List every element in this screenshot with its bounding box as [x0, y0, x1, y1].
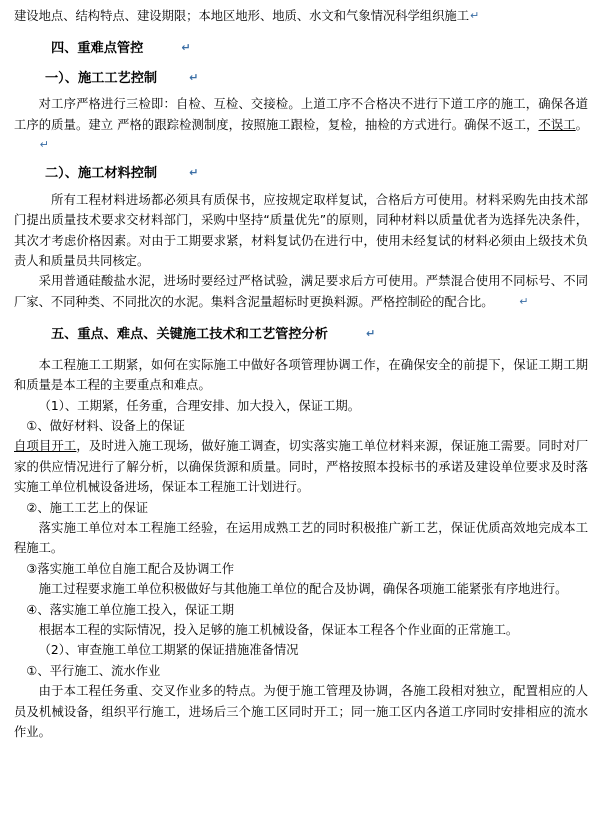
paragraph-text: ③落实施工单位自施工配合及协调工作	[26, 561, 235, 576]
paragraph-text: 建设地点、结构特点、建设期限；本地区地形、地质、水文和气象情况科学组织施工	[14, 9, 469, 23]
paragraph-item-1-1-body	[14, 436, 588, 497]
paragraph-text: ②、施工工艺上的保证	[26, 500, 148, 515]
spacer	[14, 312, 588, 325]
spacer	[14, 26, 588, 39]
paragraph-text: ①、平行施工、流水作业	[26, 663, 161, 678]
paragraph-material-control	[14, 190, 588, 272]
paragraph-process-control	[14, 94, 588, 155]
paragraph-item-1-4	[14, 600, 588, 620]
spacer	[14, 60, 588, 69]
pilcrow-mark: ↵	[189, 70, 199, 84]
pilcrow-mark: ↵	[470, 9, 480, 22]
paragraph-underlined-text: 自项目开工	[14, 439, 77, 454]
page-top-edge	[0, 0, 606, 1]
paragraph-item-1-3-body	[14, 579, 588, 599]
heading-subsection-two	[14, 164, 588, 184]
paragraph-text: 根据本工程的实际情况，投入足够的施工机械设备，保证本工程各个作业面的正常施工。	[38, 622, 519, 637]
paragraph-text: ④、落实施工单位施工投入，保证工期	[26, 602, 235, 617]
paragraph-item-2-1	[14, 661, 588, 681]
paragraph-text-tail: 。	[575, 117, 588, 132]
heading-section-five	[14, 325, 588, 345]
spacer	[14, 155, 588, 164]
paragraph-text: ①、做好材料、设备上的保证	[26, 418, 185, 433]
pilcrow-mark: ↵	[189, 166, 199, 180]
paragraph-item-1	[14, 396, 588, 416]
heading-section-four	[14, 39, 588, 59]
heading-text: 五、重点、难点、关键施工技术和工艺管控分析	[51, 327, 328, 343]
pilcrow-mark: ↵	[519, 294, 529, 308]
paragraph-text: （1）、工期紧，任务重，合理安排、加大投入，保证工期。	[38, 398, 360, 413]
paragraph-text: 施工过程要求施工单位积极做好与其他施工单位的配合及协调，确保各项施工能紧张有序地进行。	[38, 582, 568, 597]
paragraph-item-1-2	[14, 498, 588, 518]
pilcrow-mark: ↵	[365, 327, 376, 341]
heading-text: 一）、施工工艺控制	[45, 70, 158, 86]
paragraph-item-1-4-body	[14, 620, 588, 640]
paragraph-underlined-text: 不误工	[538, 117, 576, 132]
paragraph-item-2	[14, 640, 588, 660]
paragraph-text: 对工序严格进行三检即：自检、互检、交接检。上道工序不合格决不进行下道工序的施工，确保各道工序的质量。建立 严格的跟踪检测制度，按照施工跟检，复检，抽检的方式进行。确保不返工，	[14, 97, 588, 132]
paragraph-item-1-1	[14, 416, 588, 436]
paragraph-item-1-3	[14, 559, 588, 579]
paragraph-item-1-2-body	[14, 518, 588, 559]
heading-subsection-one	[14, 69, 588, 89]
paragraph-text: （2）、审查施工单位工期紧的保证措施准备情况	[38, 643, 299, 658]
pilcrow-mark: ↵	[39, 138, 49, 152]
paragraph-text: 采用普通硅酸盐水泥，进场时要经过严格试验，满足要求后方可使用。严禁混合使用不同标号、不同厂家、不同种类、不同批次的水泥。集料含泥量超标时更换料源。严格控制砼的配合比。	[14, 274, 588, 309]
paragraph-text: ，及时进入施工现场，做好施工调查，切实落实施工单位材料来源，保证施工需要。同时对厂家的供应情况进行了解分析，以确保货源和质量。同时，严格按照本投标书的承诺及建设单位要求及时落实施工单位机械设备进场，保证本工程施工计划进行。	[14, 439, 588, 495]
pilcrow-mark: ↵	[181, 41, 191, 55]
paragraph-cement	[14, 271, 588, 312]
paragraph-intro	[14, 6, 588, 26]
paragraph-text: 所有工程材料进场都必须具有质保书，应按规定取样复试，合格后方可使用。材料采购先由技术部门提出质量技术要求交材料部门，采购中坚持“质量优先”的原则，同种材料以质量优者为选择先决条件，其次才考虑价格因素。对由于工期要求紧，材料复试仍在进行中，使用未经复试的材料必须由上级技术负责人和质量员共同核定。	[14, 192, 588, 269]
paragraph-text: 落实施工单位对本工程施工经验，在运用成熟工艺的同时积极推广新工艺，保证优质高效地完成本工程施工。	[14, 520, 588, 556]
heading-text: 四、重难点管控	[51, 41, 144, 57]
heading-text: 二）、施工材料控制	[45, 166, 158, 182]
paragraph-item-2-1-body	[14, 681, 588, 742]
paragraph-schedule-overview	[14, 355, 588, 396]
paragraph-text: 本工程施工工期紧，如何在实际施工中做好各项管理协调工作，在确保安全的前提下，保证工期工期和质量是本工程的主要重点和难点。	[14, 357, 588, 393]
spacer	[14, 346, 588, 355]
paragraph-text: 由于本工程任务重、交叉作业多的特点。为便于施工管理及协调，各施工段相对独立，配置相应的人员及机械设备，组织平行施工，进场后三个施工区同时开工；同一施工区内各道工序同时安排相应的流水作业。	[14, 684, 588, 739]
